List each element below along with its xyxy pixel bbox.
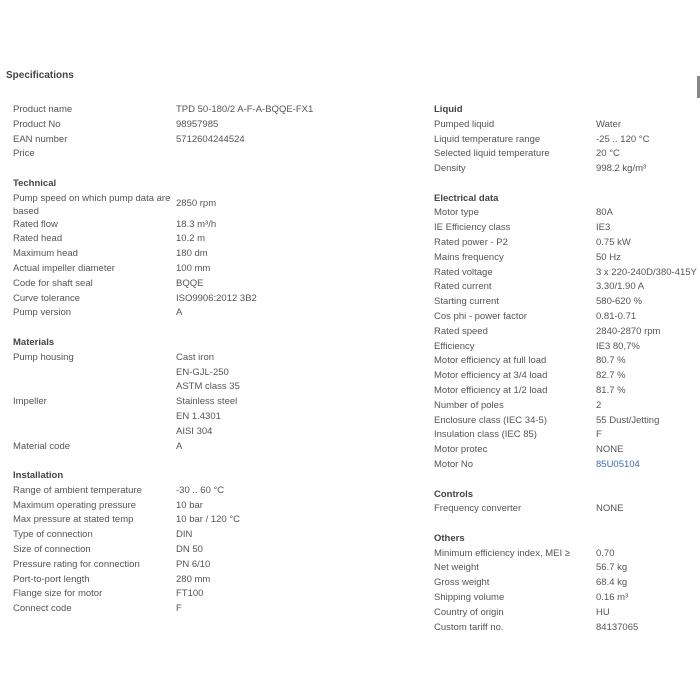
spec-label: IE Efficiency class — [434, 222, 511, 234]
section-title: Materials — [13, 336, 55, 348]
spec-label: Minimum efficiency index, MEI ≥ — [434, 547, 570, 559]
spec-value: 82.7 % — [596, 370, 626, 382]
spec-label: Net weight — [434, 562, 479, 574]
spec-value: EN-GJL-250 — [176, 366, 229, 378]
spec-row — [434, 443, 700, 458]
spec-row — [13, 232, 413, 247]
spec-section-others — [434, 532, 700, 636]
spec-row — [434, 458, 700, 473]
spec-label: Motor efficiency at 3/4 load — [434, 370, 548, 382]
spec-value: IE3 80,7% — [596, 340, 640, 352]
spec-value: Cast iron — [176, 351, 215, 363]
spec-value: 180 dm — [176, 248, 208, 260]
spec-value: 18.3 m³/h — [176, 218, 217, 230]
spec-label: Material code — [13, 440, 71, 452]
spec-row — [434, 221, 700, 236]
spec-row — [434, 133, 700, 148]
spec-row — [13, 218, 413, 233]
spec-label: Maximum head — [13, 248, 78, 260]
spec-value: 998.2 kg/m³ — [596, 163, 647, 175]
spec-label: Motor No — [434, 459, 474, 471]
spec-row — [434, 399, 700, 414]
spec-row — [13, 558, 413, 573]
spec-value: A — [176, 440, 183, 452]
spec-section-technical — [13, 177, 413, 321]
spec-value: 68.4 kg — [596, 577, 628, 589]
spec-value: IE3 — [596, 222, 611, 234]
spec-row — [13, 543, 413, 558]
spec-value: 2 — [596, 399, 602, 411]
spec-label: Gross weight — [434, 577, 490, 589]
spec-value: 10 bar — [176, 499, 203, 511]
spec-value: 0.70 — [596, 547, 615, 559]
spec-value: 3.30/1.90 A — [596, 281, 645, 293]
spec-value: -25 .. 120 °C — [596, 133, 650, 145]
spec-row — [434, 310, 700, 325]
spec-label: Selected liquid temperature — [434, 148, 550, 160]
spec-label: Flange size for motor — [13, 588, 103, 600]
spec-value: NONE — [596, 503, 624, 515]
spec-label: Motor protec — [434, 444, 488, 456]
spec-row — [434, 502, 700, 517]
spec-row — [13, 440, 413, 455]
spec-label: Max pressure at stated temp — [13, 514, 134, 526]
spec-row — [434, 576, 700, 591]
spec-row — [13, 103, 413, 118]
spec-row — [434, 414, 700, 429]
spec-value: 580-620 % — [596, 296, 642, 308]
section-title: Others — [434, 532, 465, 544]
spec-row — [434, 266, 700, 281]
spec-value — [176, 147, 413, 162]
spec-value: BQQE — [176, 277, 204, 289]
spec-value: AISI 304 — [176, 425, 213, 437]
spec-label: Starting current — [434, 296, 499, 308]
spec-value: F — [596, 429, 602, 441]
spec-label: Rated voltage — [434, 266, 493, 278]
spec-section-installation — [13, 469, 413, 617]
spec-label: Efficiency — [434, 340, 475, 352]
spec-row — [434, 251, 700, 266]
spec-label: EAN number — [13, 133, 68, 145]
spec-label: Rated speed — [434, 325, 488, 337]
spec-section-controls — [434, 488, 700, 518]
spec-row — [434, 325, 700, 340]
spec-label: Connect code — [13, 603, 72, 615]
spec-value: 5712604244524 — [176, 133, 245, 145]
spec-row — [434, 118, 700, 133]
spec-row — [434, 206, 700, 221]
spec-label: Pump speed on which pump data are based — [13, 192, 171, 217]
spec-label: Product name — [13, 104, 73, 115]
spec-value: Water — [596, 118, 621, 130]
spec-value: 84137065 — [596, 621, 639, 633]
spec-value: NONE — [596, 444, 624, 456]
spec-label: Liquid temperature range — [434, 133, 541, 145]
spec-label: Motor efficiency at 1/2 load — [434, 385, 548, 397]
spec-value: 0.16 m³ — [596, 591, 629, 603]
spec-row — [434, 384, 700, 399]
spec-value: DN 50 — [176, 543, 203, 555]
spec-label: Enclosure class (IEC 34-5) — [434, 414, 547, 426]
right-spec-column — [434, 103, 700, 650]
spec-row — [434, 295, 700, 310]
motor-number-link[interactable]: 85U05104 — [596, 459, 640, 471]
spec-row — [13, 395, 413, 439]
spec-value: 80A — [596, 207, 613, 219]
spec-label: Port-to-port length — [13, 573, 90, 585]
spec-value: ISO9906:2012 3B2 — [176, 292, 257, 304]
spec-row — [434, 547, 700, 562]
spec-row — [13, 573, 413, 588]
spec-row — [13, 247, 413, 262]
spec-row — [13, 499, 413, 514]
spec-value: 0.81-0.71 — [596, 311, 637, 323]
spec-label: Rated head — [13, 233, 63, 245]
spec-label: Number of poles — [434, 399, 504, 411]
spec-label: Pump housing — [13, 351, 74, 363]
spec-label: Pressure rating for connection — [13, 558, 140, 570]
section-title: Controls — [434, 488, 474, 500]
spec-row — [434, 340, 700, 355]
spec-label: Insulation class (IEC 85) — [434, 429, 537, 441]
spec-value: EN 1.4301 — [176, 410, 221, 422]
spec-label: Rated flow — [13, 218, 58, 230]
spec-label: Code for shaft seal — [13, 277, 93, 289]
section-title: Electrical data — [434, 192, 499, 204]
spec-row — [434, 162, 700, 177]
spec-section-liquid — [434, 103, 700, 177]
spec-row — [13, 192, 413, 218]
section-title: Installation — [13, 470, 64, 481]
page-title: Specifications — [6, 70, 74, 81]
spec-section-materials — [13, 336, 413, 454]
spec-row — [13, 133, 413, 148]
spec-value: ASTM class 35 — [176, 381, 240, 393]
spec-row — [13, 118, 413, 133]
spec-value: 50 Hz — [596, 251, 621, 263]
spec-row — [434, 561, 700, 576]
spec-value: HU — [596, 606, 610, 618]
spec-label: Price — [13, 148, 35, 160]
spec-label: Product No — [13, 118, 61, 130]
spec-row — [434, 354, 700, 369]
section-title: Liquid — [434, 104, 463, 115]
spec-label: Actual impeller diameter — [13, 263, 115, 275]
spec-label: Range of ambient temperature — [13, 484, 142, 496]
spec-row — [434, 621, 700, 636]
left-spec-column — [13, 103, 413, 632]
spec-row — [13, 277, 413, 292]
spec-value: 56.7 kg — [596, 562, 628, 574]
spec-row — [13, 147, 413, 162]
spec-value: 3 x 220-240D/380-415Y — [596, 266, 697, 278]
spec-row — [13, 602, 413, 617]
spec-row — [434, 236, 700, 251]
spec-value: -30 .. 60 °C — [176, 484, 225, 496]
spec-label: Shipping volume — [434, 591, 505, 603]
spec-row — [13, 587, 413, 602]
spec-row — [434, 428, 700, 443]
spec-value: 280 mm — [176, 573, 211, 585]
spec-label: Type of connection — [13, 529, 93, 541]
spec-row — [13, 484, 413, 499]
spec-row — [13, 292, 413, 307]
spec-label: Motor efficiency at full load — [434, 355, 547, 367]
spec-row — [434, 280, 700, 295]
spec-label: Impeller — [13, 396, 47, 408]
spec-section-electrical-data — [434, 192, 700, 473]
spec-row — [13, 513, 413, 528]
spec-label: Custom tariff no. — [434, 621, 504, 633]
spec-value: 98957985 — [176, 118, 219, 130]
spec-value: 55 Dust/Jetting — [596, 414, 660, 426]
spec-value: 80.7 % — [596, 355, 626, 367]
spec-row — [13, 262, 413, 277]
spec-value: 2840-2870 rpm — [596, 325, 661, 337]
spec-value: PN 6/10 — [176, 558, 211, 570]
spec-label: Cos phi - power factor — [434, 311, 527, 323]
spec-value: F — [176, 603, 182, 615]
spec-label: Frequency converter — [434, 503, 522, 515]
spec-row — [13, 528, 413, 543]
spec-label: Density — [434, 163, 466, 175]
spec-value: Stainless steel — [176, 396, 238, 408]
spec-row — [434, 369, 700, 384]
spec-label: Motor type — [434, 207, 479, 219]
spec-label: Curve tolerance — [13, 292, 81, 304]
spec-row — [434, 591, 700, 606]
spec-value: 100 mm — [176, 263, 211, 275]
spec-section-product — [13, 103, 413, 162]
spec-label: Country of origin — [434, 606, 504, 618]
spec-value: 10.2 m — [176, 233, 206, 245]
spec-row — [13, 306, 413, 321]
spec-row — [434, 147, 700, 162]
spec-label: Pump version — [13, 307, 72, 319]
spec-row — [434, 606, 700, 621]
spec-value: TPD 50-180/2 A-F-A-BQQE-FX1 — [176, 104, 314, 115]
spec-value: FT100 — [176, 588, 204, 600]
spec-value: A — [176, 307, 183, 319]
spec-label: Mains frequency — [434, 251, 504, 263]
spec-label: Size of connection — [13, 543, 91, 555]
spec-value: 81.7 % — [596, 385, 626, 397]
spec-value: 0.75 kW — [596, 237, 631, 249]
spec-label: Pumped liquid — [434, 118, 495, 130]
spec-value: 20 °C — [596, 148, 620, 160]
spec-label: Maximum operating pressure — [13, 499, 137, 511]
spec-value: DIN — [176, 529, 193, 541]
spec-value: 10 bar / 120 °C — [176, 514, 241, 526]
spec-label: Rated current — [434, 281, 492, 293]
spec-row — [13, 351, 413, 395]
section-title: Technical — [13, 177, 57, 189]
spec-label: Rated power - P2 — [434, 237, 508, 249]
spec-value: 2850 rpm — [176, 197, 217, 209]
